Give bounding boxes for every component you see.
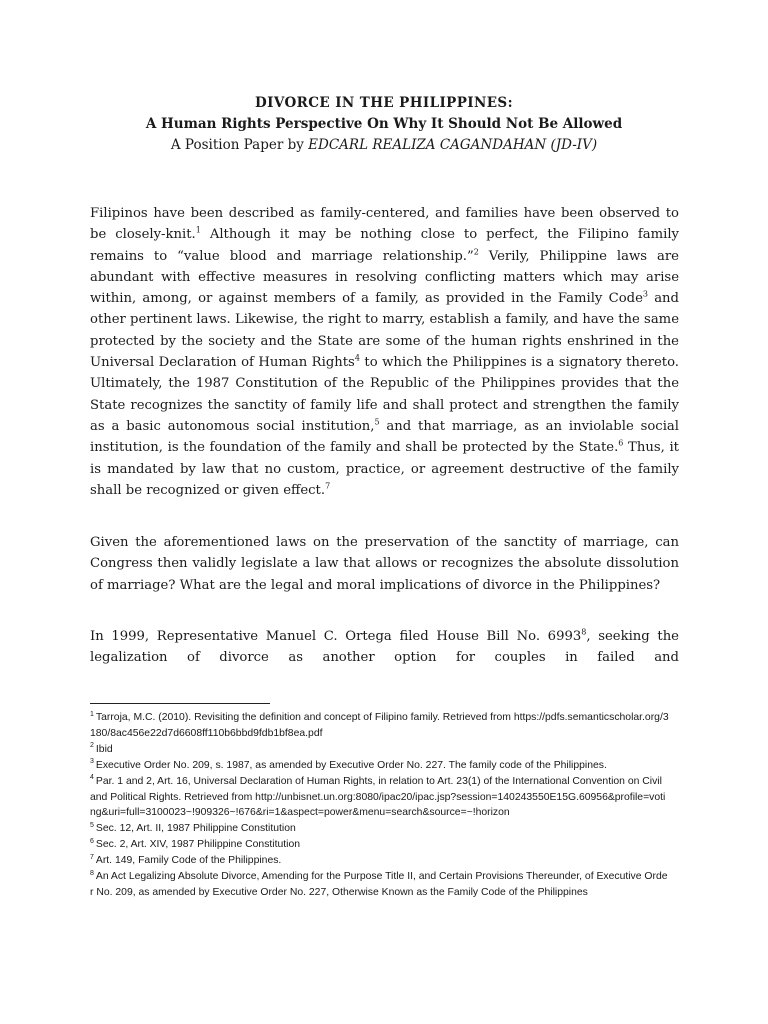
footnote-number: 6 — [90, 837, 94, 845]
paragraph-2: Given the aforementioned laws on the preservation of the sanctity of marriage, can Congress then validly legislate a law that allows or recognizes the absolute dissolution of marriage? What are the legal and moral implications of divorce in the Philippines? — [90, 535, 679, 593]
footnote — [90, 710, 670, 742]
p1-text: Filipinos have been described as family-centered, and families have been observed to be closely-knit. — [90, 206, 679, 243]
p1-text: Although it may be nothing close to perfect, the Filipino family remains to “value blood and marriage relationship.” — [90, 227, 679, 264]
footnote-number: 1 — [90, 710, 94, 718]
footnote-ref-8: 8 — [581, 627, 587, 637]
footnote-ref-4: 4 — [354, 353, 360, 363]
paper-subtitle: A Human Rights Perspective On Why It Should Not Be Allowed — [145, 116, 623, 132]
footnote-text: Executive Order No. 209, s. 1987, as amended by Executive Order No. 227. The family code of the Philippines. — [95, 759, 607, 771]
footnote-number: 3 — [90, 758, 94, 766]
footnote — [90, 853, 670, 869]
byline-author: EDCARL REALIZA CAGANDAHAN (JD-IV) — [308, 137, 598, 153]
footnote — [90, 742, 670, 758]
paper-title: DIVORCE IN THE PHILIPPINES: — [255, 95, 513, 111]
footnote-ref-7: 7 — [325, 481, 331, 491]
footnote-text: Ibid — [95, 743, 113, 755]
footnote — [90, 758, 670, 774]
footnote-text: An Act Legalizing Absolute Divorce, Amending for the Purpose Title II, and Certain Provisions Thereunder, of Executive Order No. 209, as amended by Executive Order No. 227, Otherwise Known as the Family Code of the Philippines — [90, 871, 668, 898]
p1-text: and that marriage, as an inviolable social institution, is the foundation of the family and shall be protected by the State. — [90, 418, 679, 456]
byline-prefix: A Position Paper by — [170, 137, 309, 153]
footnote-number: 2 — [90, 742, 94, 750]
p1-text: to which the Philippines is a signatory thereto. Ultimately, the 1987 Constitution of the Republic of the Philippines provides that the State recognizes the sanctity of family life and shall protect and strengthen the family as a basic autonomous social institution, — [90, 355, 679, 434]
footnote-text: Par. 1 and 2, Art. 16, Universal Declaration of Human Rights, in relation to Art. 23(1) of the International Convention on Civil and Political Rights. Retrieved from http://unbisnet.un.org:8080/ipac20/ipac.jsp?session=140243550E15G.60956&profile=voting&uri=full=3100023~!909326~!676&ri=1&aspect=power&menu=search&source=~!horizon — [90, 775, 666, 819]
footnote — [90, 774, 670, 822]
paper-byline — [0, 137, 768, 153]
paragraph-1 — [90, 203, 679, 501]
footnote-ref-2: 2 — [473, 247, 479, 257]
footnote-number: 4 — [90, 774, 94, 782]
footnote-divider — [90, 703, 270, 704]
footnote — [90, 869, 670, 901]
p3-text: In 1999, Representative Manuel C. Ortega filed House Bill No. 6993 — [90, 629, 582, 644]
p3-text: , seeking the legalization of divorce as another option for couples in failed and — [90, 629, 679, 666]
p1-text: Verily, Philippine laws are abundant with effective measures in resolving conflicting matters which may arise within, among, or against members of a family, as provided in the Family Code — [90, 248, 679, 307]
footnote-number: 5 — [90, 821, 94, 829]
footnote-text: Art. 149, Family Code of the Philippines. — [95, 855, 282, 867]
p1-text: and other pertinent laws. Likewise, the right to marry, establish a family, and have the same protected by the society and the State are some of the human rights enshrined in the Universal Declaration of Human Rights — [90, 291, 679, 371]
footnote-ref-3: 3 — [642, 289, 648, 299]
footnotes — [90, 710, 670, 901]
footnote-text: Sec. 2, Art. XIV, 1987 Philippine Constitution — [95, 839, 300, 851]
footnote-number: 8 — [90, 869, 94, 877]
footnote-ref-6: 6 — [618, 438, 624, 448]
footnote-ref-1: 1 — [195, 225, 201, 235]
p1-text: Thus, it is mandated by law that no custom, practice, or agreement destructive of the family shall be recognized or given effect. — [90, 440, 679, 498]
footnote — [90, 821, 670, 837]
footnote-number: 7 — [90, 853, 94, 861]
paragraph-3 — [90, 626, 679, 669]
footnote-ref-5: 5 — [374, 417, 380, 427]
footnote — [90, 837, 670, 853]
footnote-text: Sec. 12, Art. II, 1987 Philippine Constitution — [95, 823, 296, 835]
footnote-text: Tarroja, M.C. (2010). Revisiting the definition and concept of Filipino family. Retrieved from https://pdfs.semanticscholar.org/3180/8ac456e22d7d6608ff110b6bbd9fdb1bf8ea.pdf — [90, 712, 669, 739]
